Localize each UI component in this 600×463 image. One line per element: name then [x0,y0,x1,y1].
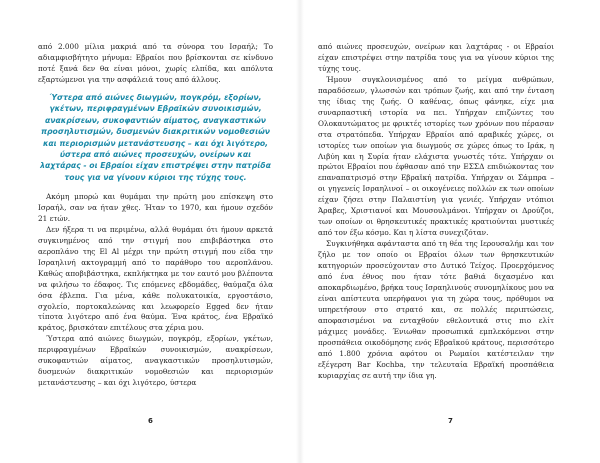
left-paragraph: Ύστερα από αιώνες διωγμών, πογκρόμ, εξορίων, γκέτων, περιφραγμένων Εβραϊκών συνοικισμών, ανακρίσεων, συκοφαντιών αίματος, αναγκαστικών προσηλυτισμών, δυσμενών διακριτικών νομοθεσιών και περιορισμών μετανάστευσης – και όχι λιγότερο, ύστερα [38,334,273,388]
left-top-paragraph: από 2.000 μίλια μακριά από τα σύνορα του Ισραήλ; Το αδιαμφισβήτητο μήνυμα: Εβραίοι που βρίσκονται σε κίνδυνο ποτέ ξανά δεν θα είναι μόνοι, χωρίς ελπίδα, και απόλυτα εξαρτώμενοι για την ασφάλειά τους από άλλους. [38,42,273,84]
page-number-left: 6 [148,417,153,425]
left-paragraph: Δεν ήξερα τι να περιμένω, αλλά θυμάμαι ότι ήμουν αρκετά συγκινημένος από την στιγμή που επιβιβάστηκα στο αεροπλάνο της El Al μέχρι την πρώτη στιγμή που είδα την Ισραηλινή ακτογραμμή από το παράθυρο του αεροπλάνου. Καθώς αποβιβάστηκα, εκπλήκτηκα με τον εαυτό μου βλέποντα να φιλήσω το έδαφος. Τις επόμενες εβδομάδες, θαύμαζα όλα όσα έβλεπα. Για μένα, κάθε πολυκατοικία, εργοστάσιο, σχολείο, πορτοκαλεώνας και λεωφορείο Egged δεν ήταν τίποτα λιγότερο από ένα θαύμα. Ένα κράτος, ένα Εβραϊκό κράτος, βρισκόταν επιτέλους στα χέρια μου. [38,224,273,333]
right-page [300,0,600,463]
right-paragraph: Συγκινήθηκα αφάνταστα από τη θέα της Ιερουσαλήμ και τον ζήλο με τον οποίο οι Εβραίοι όλων των θρησκευτικών κατηγοριών προσεύχονταν στο Δυτικό Τείχος. Προερχόμενος από ένα έθνος που ήταν τότε βαθιά διχασμένο και αποκαρδιωμένο, βρήκα τους Ισραηλινούς συνομηλίκους μου να είναι απίστευτα υπερήφανοι για τη χώρα τους, πρόθυμοι να υπηρετήσουν στο στρατό και, σε πολλές περιπτώσεις, αποφασισμένοι να ενταχθούν εθελοντικά στις πιο ελίτ μάχιμες μονάδες. Ένιωθαν προσωπικά εμπλεκόμενοι στην προσπάθεια οικοδόμησης ενός Εβραϊκού κράτους, περισσότερο από 1.800 χρόνια αφότου οι Ρωμαίοι κατέστειλαν την εξέγερση Bar Kochba, την τελευταία Εβραϊκή προσπάθεια κυριαρχίας σε αυτή την ίδια γη. [318,239,554,380]
right-body-text [318,42,554,382]
right-paragraph: από αιώνες προσευχών, ονείρων και λαχτάρας - οι Εβραίοι είχαν επιστρέψει στην πατρίδα τους για να γίνουν κύριοι της τύχης τους. [318,42,554,73]
right-paragraph: Ήμουν συγκλονισμένος από το μείγμα ανθρώπων, παραδόσεων, γλωσσών και τρόπων ζωής, και από την ένταση της ίδιας της ζωής. Ο καθένας, όπως φάνηκε, είχε μια συναρπαστική ιστορία να πει. Υπήρχαν επιζώντες του Ολοκαυτώματος με φρικτές ιστορίες των χρόνων που πέρασαν στα στρατόπεδα. Υπήρχαν Εβραίοι από αραβικές χώρες, οι ιστορίες των οποίων για διωγμούς σε χώρες όπως το Ιράκ, η Λιβύη και η Συρία ήταν ελάχιστα γνωστές τότε. Υπήρχαν οι πρώτοι Εβραίοι που έφθασαν από την ΕΣΣΔ επιδιώκοντας τον επαναπατρισμό στην Εβραϊκή πατρίδα. Υπήρχαν οι Σάμπρα – οι γηγενείς Ισραηλινοί – οι οικογένειες πολλών εκ των οποίων είχαν ζήσει στην Παλαιστίνη για γενιές. Υπήρχαν ντόπιοι Άραβες, Χριστιανοί και Μουσουλμάνοι. Υπήρχαν οι Δρούζοι, των οποίων οι θρησκευτικές πρακτικές κρατιούνται μυστικές από τον έξω κόσμο. Και η λίστα συνεχιζόταν. [318,74,554,238]
left-body-text [38,192,273,389]
page-number-right: 7 [448,417,453,425]
pull-quote: Ύστερα από αιώνες διωγμών, πογκρόμ, εξορίων, γκέτων, περιφραγμένων Εβραϊκών συνοικισμών, ανακρίσεων, συκοφαντιών αίματος, αναγκαστικών προσηλυτισμών, δυσμενών διακριτικών νομοθεσιών και περιορισμών μετανάστευσης – και όχι λιγότερο, ύστερα από αιώνες προσευχών, ονείρων και λαχτάρας - οι Εβραίοι είχαν επιστρέψει στην πατρίδα τους για να γίνουν κύριοι της τύχης τους. [40,93,271,182]
left-paragraph: Ακόμη μπορώ και θυμάμαι την πρώτη μου επίσκεψη στο Ισραήλ, σαν να ήταν χθες. Ήταν το 1970, και ήμουν σχεδόν 21 ετών. [38,192,273,223]
left-top-text [38,42,273,86]
